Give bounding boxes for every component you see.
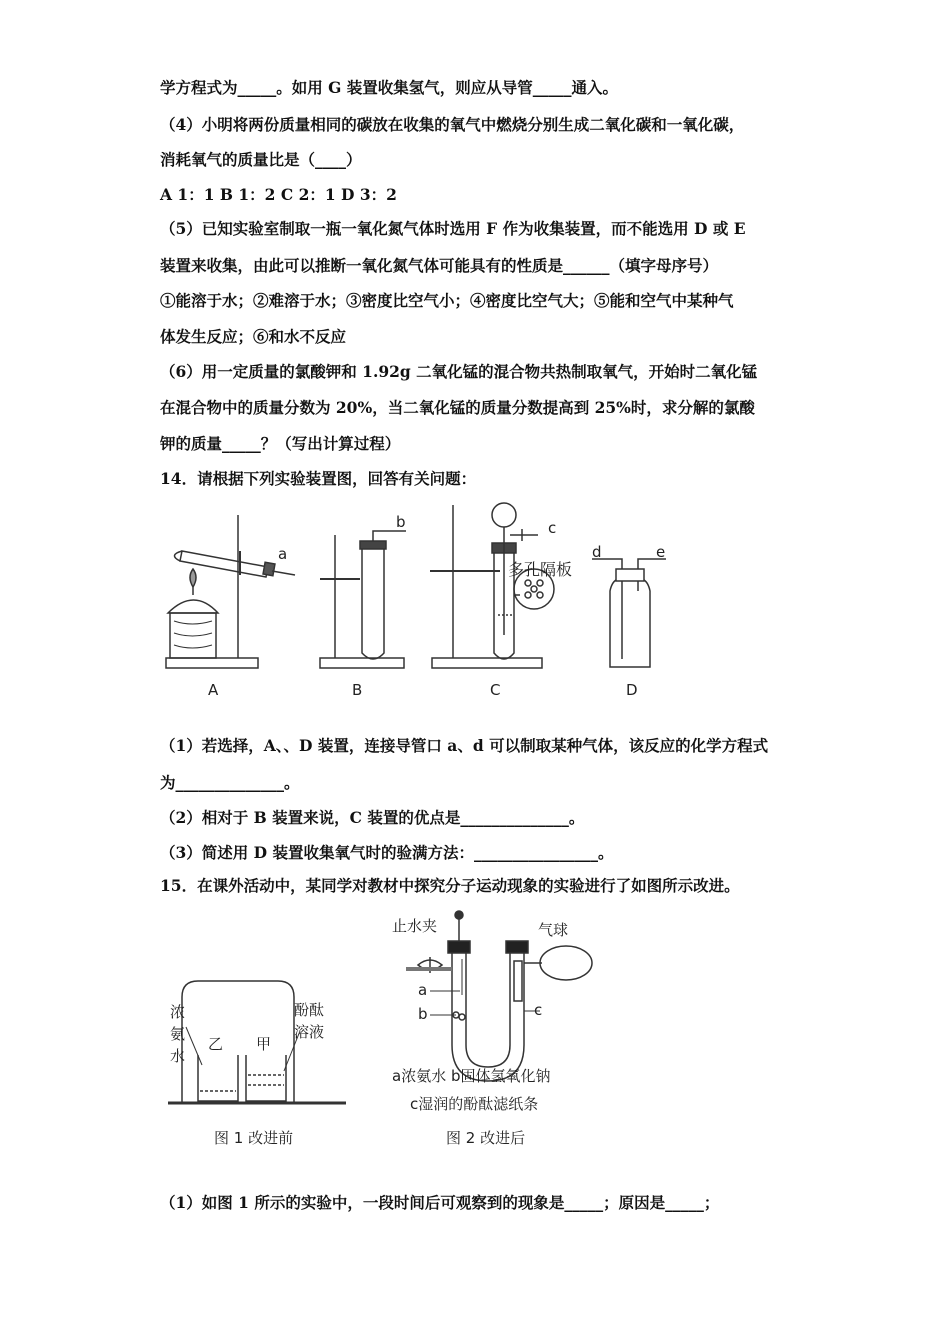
- balloon-label: 气球: [538, 921, 569, 939]
- stand-base-B: [320, 658, 404, 668]
- phenol-label-1: 酚酞: [294, 1001, 325, 1019]
- alcohol-lamp: [168, 600, 218, 613]
- funnel-bulb: [492, 503, 516, 527]
- text-line: 体发生反应；⑥和水不反应: [160, 327, 347, 346]
- beaker-jia: [246, 1055, 286, 1101]
- question-14-title: 14．请根据下列实验装置图，回答有关问题：: [160, 469, 477, 488]
- text-line: （1）若选择，A、、D 装置，连接导管口 a、d 可以制取某种气体，该反应的化学方程式: [160, 736, 769, 755]
- label-b: b: [396, 513, 406, 531]
- stand-base-A: [166, 658, 258, 668]
- text-line: （3）简述用 D 装置收集氧气时的验满方法：________________。: [160, 843, 614, 862]
- text-line: ①能溶于水；②难溶于水；③密度比空气小；④密度比空气大；⑤能和空气中某种气: [160, 291, 734, 310]
- answer-options: A 1：1 B 1：2 C 2：1 D 3：2: [160, 185, 397, 204]
- label-yi: 乙: [208, 1035, 224, 1053]
- caption-figure-2: 图 2 改进后: [446, 1129, 526, 1147]
- text-line: 学方程式为_____。如用 G 装置收集氢气，则应从导管_____通入。: [160, 78, 619, 97]
- stopcock-c: [510, 529, 538, 541]
- text-line: 装置来收集，由此可以推断一氧化氮气体可能具有的性质是______（填字母序号）: [160, 256, 719, 275]
- experiment-drawing: [160, 905, 620, 1155]
- text-line: （5）已知实验室制取一瓶一氧化氮气体时选用 F 作为收集装置，而不能选用 D 或 E: [160, 219, 746, 238]
- gas-bottle-D: [610, 579, 650, 667]
- porous-plate-label: 多孔隔板: [508, 560, 573, 579]
- beaker-yi: [198, 1055, 238, 1101]
- label-b2: b: [418, 1005, 428, 1023]
- caption-C: C: [490, 681, 501, 699]
- delivery-tube-a: [272, 571, 295, 575]
- question-15-title: 15．在课外活动中，某同学对教材中探究分子运动现象的实验进行了如图所示改进。: [160, 876, 740, 895]
- test-tube-B: [362, 541, 384, 659]
- legend-line-1: a浓氨水 b固体氢氧化钠: [392, 1067, 551, 1085]
- label-e: e: [656, 543, 666, 561]
- text-line: （1）如图 1 所示的实验中，一段时间后可观察到的现象是_____；原因是_____；: [160, 1193, 720, 1212]
- text-line: 在混合物中的质量分数为 20%，当二氧化锰的质量分数提高到 25%时，求分解的氯酸: [160, 398, 755, 417]
- label-c2: c: [534, 1001, 543, 1019]
- label-jia: 甲: [256, 1035, 272, 1053]
- label-a: a: [278, 545, 288, 563]
- label-a2: a: [418, 981, 428, 999]
- clamp-label: 止水夹: [392, 917, 438, 935]
- text-line: （6）用一定质量的氯酸钾和 1.92g 二氧化锰的混合物共热制取氧气，开始时二氧化锰: [160, 362, 758, 381]
- caption-B: B: [352, 681, 363, 699]
- label-c: c: [548, 519, 557, 537]
- u-tube: [452, 951, 524, 1081]
- ammonia-label: 浓氨水: [170, 1003, 186, 1065]
- text-line: 消耗氧气的质量比是（____）: [160, 150, 362, 169]
- balloon: [540, 946, 592, 980]
- text-line: （2）相对于 B 装置来说，C 装置的优点是______________。: [160, 808, 585, 827]
- apparatus-figure-14: [160, 495, 720, 705]
- label-d: d: [592, 543, 602, 561]
- caption-figure-1: 图 1 改进前: [214, 1129, 294, 1147]
- phenol-label-2: 溶液: [294, 1023, 325, 1041]
- delivery-tube-b: [373, 531, 406, 541]
- text-line: 为______________。: [160, 773, 300, 792]
- molecule-motion-figure: [160, 905, 620, 1155]
- text-line: 钾的质量_____？（写出计算过程）: [160, 434, 401, 453]
- apparatus-drawing: [160, 495, 720, 705]
- caption-A: A: [208, 681, 219, 699]
- filter-strip-c: [514, 961, 522, 1001]
- caption-D: D: [626, 681, 638, 699]
- legend-line-2: c湿润的酚酞滤纸条: [410, 1095, 539, 1113]
- text-line: （4）小明将两份质量相同的碳放在收集的氧气中燃烧分别生成二氧化碳和一氧化碳，: [160, 115, 745, 134]
- stand-base-C: [432, 658, 542, 668]
